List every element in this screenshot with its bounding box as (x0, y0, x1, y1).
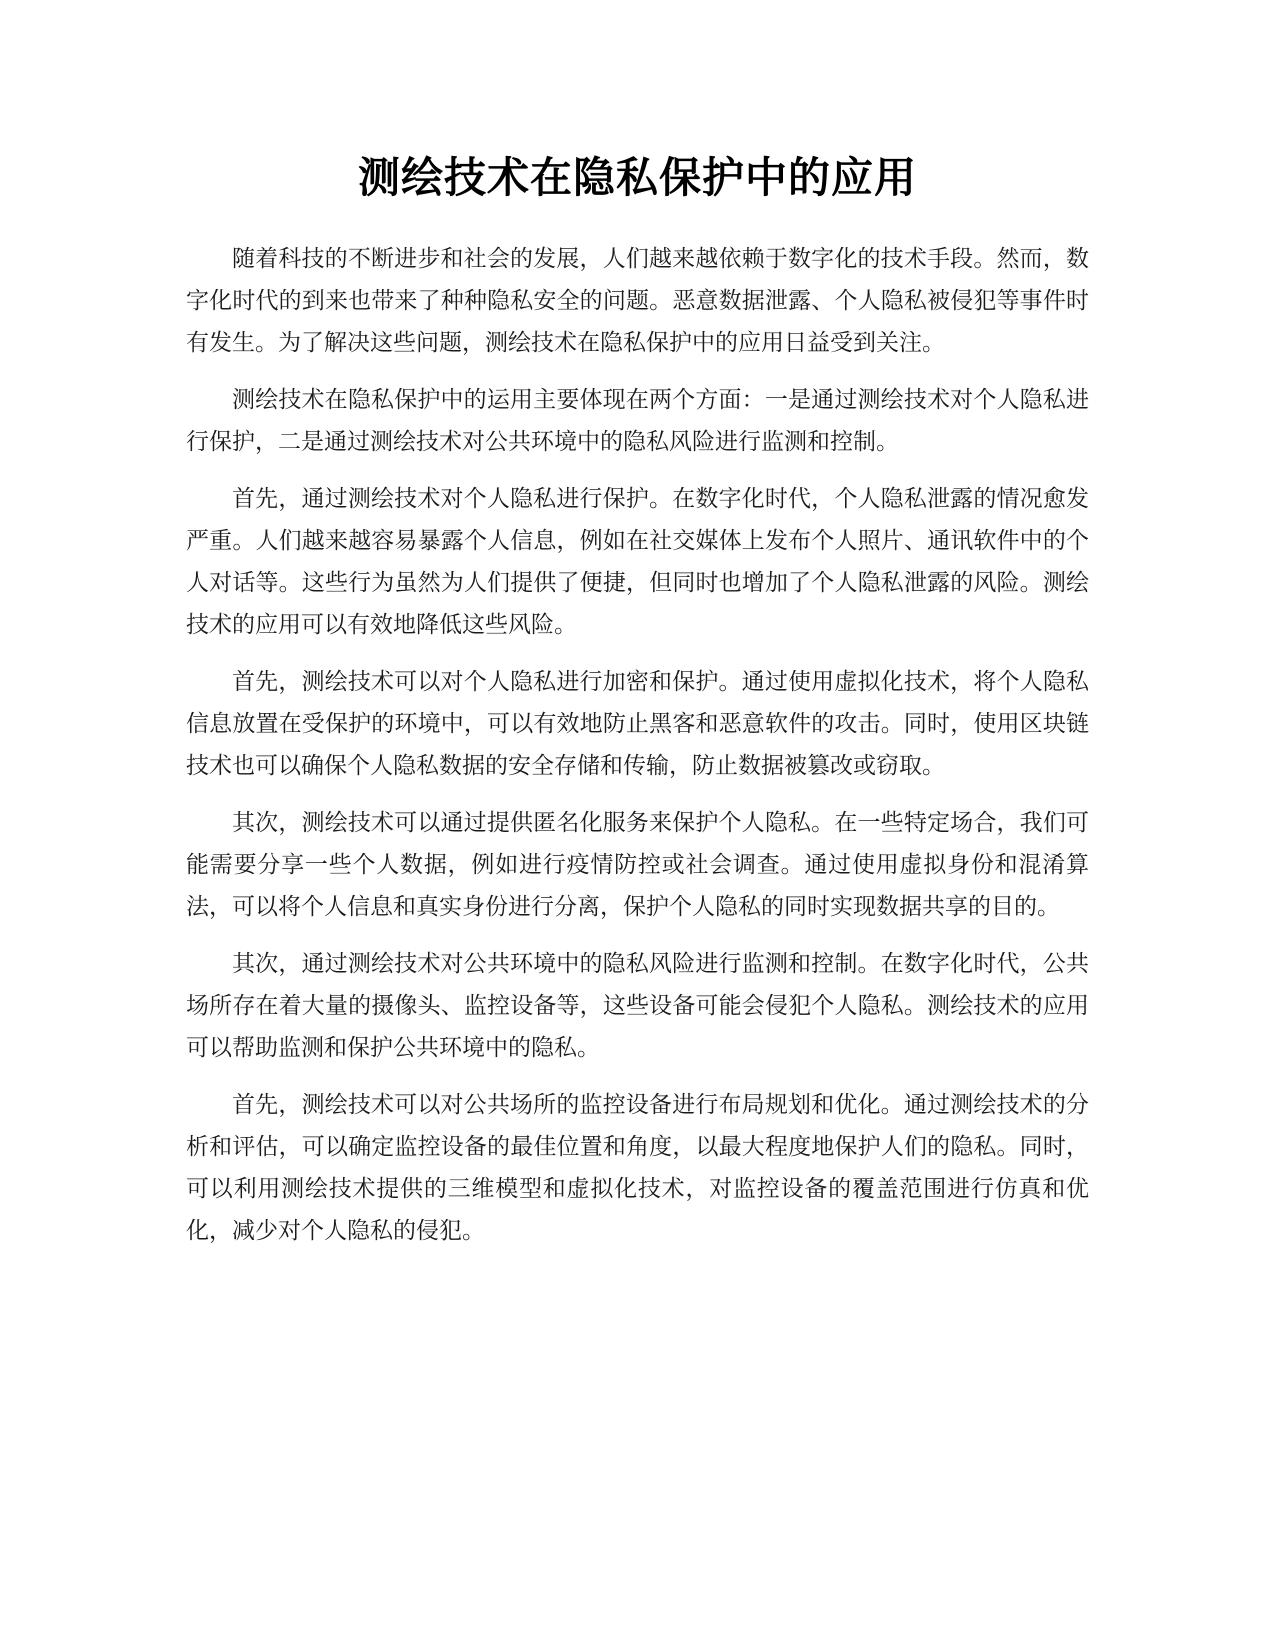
paragraph-3: 首先，通过测绘技术对个人隐私进行保护。在数字化时代，个人隐私泄露的情况愈发严重。人们越来越容易暴露个人信息，例如在社交媒体上发布个人照片、通讯软件中的个人对话等。这些行为虽然为人们提供了便捷，但同时也增加了个人隐私泄露的风险。测绘技术的应用可以有效地降低这些风险。 (186, 486, 1089, 638)
paragraph-4: 首先，测绘技术可以对个人隐私进行加密和保护。通过使用虚拟化技术，将个人隐私信息放置在受保护的环境中，可以有效地防止黑客和恶意软件的攻击。同时，使用区块链技术也可以确保个人隐私数据的安全存储和传输，防止数据被篡改或窃取。 (186, 669, 1089, 779)
document-title: 测绘技术在隐私保护中的应用 (357, 153, 917, 202)
document-body (186, 238, 1089, 1267)
paragraph-7: 首先，测绘技术可以对公共场所的监控设备进行布局规划和优化。通过测绘技术的分析和评估，可以确定监控设备的最佳位置和角度，以最大程度地保护人们的隐私。同时，可以利用测绘技术提供的三维模型和虚拟化技术，对监控设备的覆盖范围进行仿真和优化，减少对个人隐私的侵犯。 (186, 1092, 1089, 1244)
paragraph-1: 随着科技的不断进步和社会的发展，人们越来越依赖于数字化的技术手段。然而，数字化时代的到来也带来了种种隐私安全的问题。恶意数据泄露、个人隐私被侵犯等事件时有发生。为了解决这些问题，测绘技术在隐私保护中的应用日益受到关注。 (186, 246, 1089, 356)
paragraph-2: 测绘技术在隐私保护中的运用主要体现在两个方面：一是通过测绘技术对个人隐私进行保护，二是通过测绘技术对公共环境中的隐私风险进行监测和控制。 (186, 387, 1089, 455)
paragraph-5: 其次，测绘技术可以通过提供匿名化服务来保护个人隐私。在一些特定场合，我们可能需要分享一些个人数据，例如进行疫情防控或社会调查。通过使用虚拟身份和混淆算法，可以将个人信息和真实身份进行分离，保护个人隐私的同时实现数据共享的目的。 (186, 810, 1089, 920)
paragraph-6: 其次，通过测绘技术对公共环境中的隐私风险进行监测和控制。在数字化时代，公共场所存在着大量的摄像头、监控设备等，这些设备可能会侵犯个人隐私。测绘技术的应用可以帮助监测和保护公共环境中的隐私。 (186, 951, 1089, 1061)
